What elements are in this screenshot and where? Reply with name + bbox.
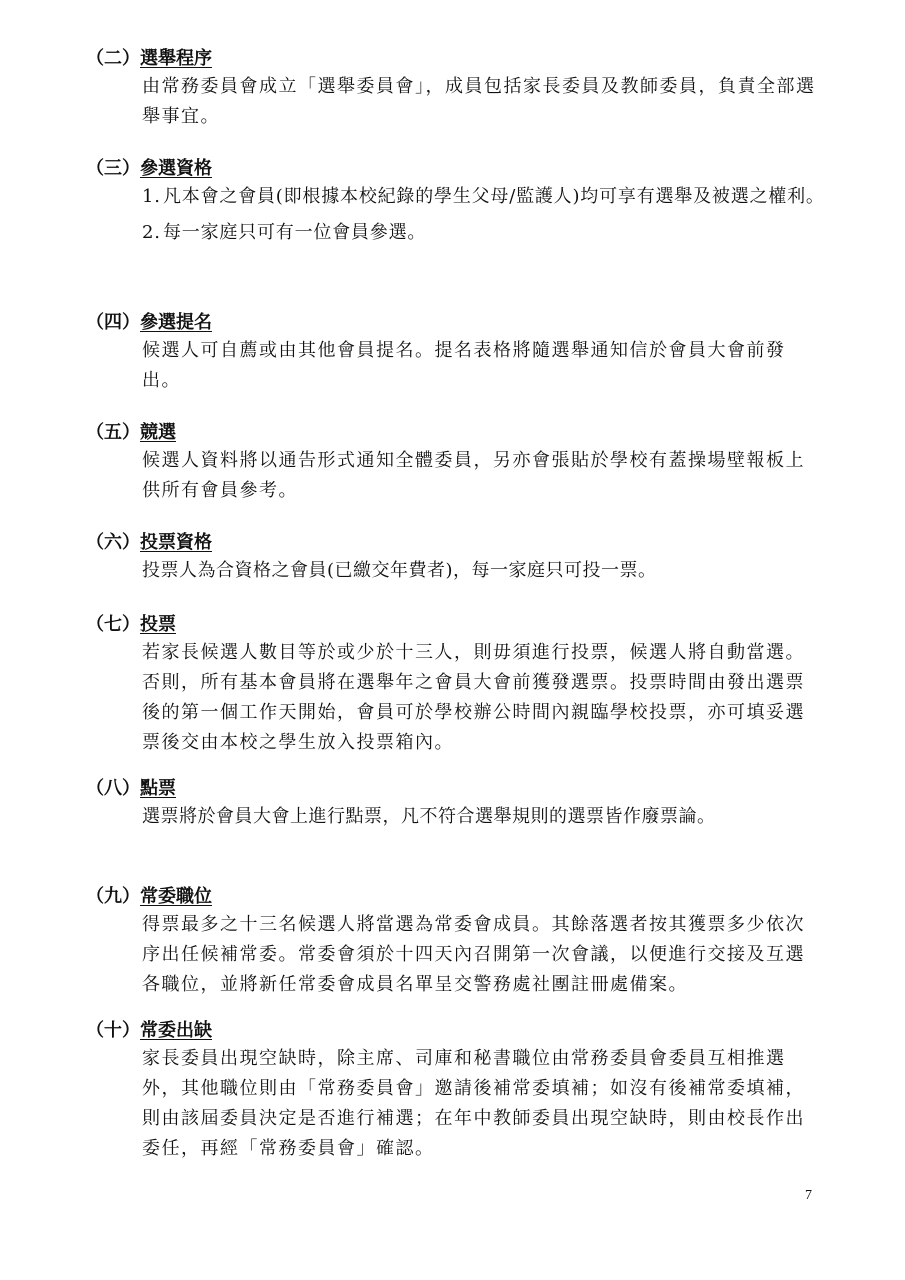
section-label: （二）: [86, 48, 140, 69]
section-nomination: [86, 310, 826, 396]
section-title: 點票: [140, 778, 176, 799]
page-number: 7: [805, 1188, 812, 1203]
section-title: 選舉程序: [140, 48, 212, 69]
section-committee-positions: [86, 884, 826, 1000]
section-title: 競選: [140, 422, 176, 443]
section-committee-vacancy: [86, 1018, 826, 1164]
section-paragraph: 候選人可自薦或由其他會員提名。提名表格將隨選舉通知信於會員大會前發出。: [142, 340, 786, 391]
section-heading: [86, 156, 826, 182]
section-voting: [86, 612, 826, 758]
section-title: 常委職位: [140, 886, 212, 907]
section-label: （四）: [86, 312, 140, 333]
list-item: [142, 218, 839, 248]
section-eligibility: [86, 156, 826, 248]
list-item-number: 2.: [142, 222, 161, 243]
section-title: 投票: [140, 614, 176, 635]
section-vote-counting: [86, 776, 826, 832]
section-heading: [86, 420, 826, 446]
section-heading: [86, 1018, 826, 1044]
section-label: （六）: [86, 532, 140, 553]
section-paragraph: 投票人為合資格之會員(已繳交年費者)，每一家庭只可投一票。: [142, 560, 657, 581]
section-paragraph: 候選人資料將以通告形式通知全體委員，另亦會張貼於學校有蓋操場壁報板上供所有會員參考。: [142, 450, 805, 501]
list-item: [142, 182, 839, 212]
section-heading: [86, 776, 826, 802]
section-heading: [86, 612, 826, 638]
section-paragraph: 若家長候選人數目等於或少於十三人，則毋須進行投票，候選人將自動當選。否則，所有基本會員將在選舉年之會員大會前獲發選票。投票時間由發出選票後的第一個工作天開始，會員可於學校辦公時間內親臨學校投票，亦可填妥選票後交由本校之學生放入投票箱內。: [142, 642, 805, 753]
section-heading: [86, 884, 826, 910]
section-heading: [86, 310, 826, 336]
section-paragraph: 由常務委員會成立「選舉委員會」，成員包括家長委員及教師委員，負責全部選舉事宜。: [142, 76, 816, 127]
section-label: （五）: [86, 422, 140, 443]
section-title: 參選資格: [140, 158, 212, 179]
section-title: 常委出缺: [140, 1020, 212, 1041]
section-title: 投票資格: [140, 532, 212, 553]
section-label: （八）: [86, 778, 140, 799]
section-label: （九）: [86, 886, 140, 907]
section-paragraph: 家長委員出現空缺時，除主席、司庫和秘書職位由常務委員會委員互相推選外，其他職位則由「常務委員會」邀請後補常委填補；如沒有後補常委填補，則由該屆委員決定是否進行補選；在年中教師委員出現空缺時，則由校長作出委任，再經「常務委員會」確認。: [142, 1048, 805, 1159]
section-paragraph: 得票最多之十三名候選人將當選為常委會成員。其餘落選者按其獲票多少依次序出任候補常委。常委會須於十四天內召開第一次會議，以便進行交接及互選各職位，並將新任常委會成員名單呈交警務處社團註冊處備案。: [142, 914, 805, 995]
section-voting-eligibility: [86, 530, 826, 586]
section-campaign: [86, 420, 826, 506]
list-item-text: 每一家庭只可有一位會員參選。: [163, 222, 427, 243]
list-item-number: 1.: [142, 186, 161, 207]
section-label: （三）: [86, 158, 140, 179]
list-item-text: 凡本會之會員(即根據本校紀錄的學生父母/監護人)均可享有選舉及被選之權利。: [163, 186, 825, 207]
section-label: （七）: [86, 614, 140, 635]
section-title: 參選提名: [140, 312, 212, 333]
section-heading: [86, 530, 826, 556]
section-paragraph: 選票將於會員大會上進行點票，凡不符合選舉規則的選票皆作廢票論。: [142, 806, 716, 827]
section-label: （十）: [86, 1020, 140, 1041]
section-heading: [86, 46, 826, 72]
section-election-procedure: [86, 46, 826, 132]
